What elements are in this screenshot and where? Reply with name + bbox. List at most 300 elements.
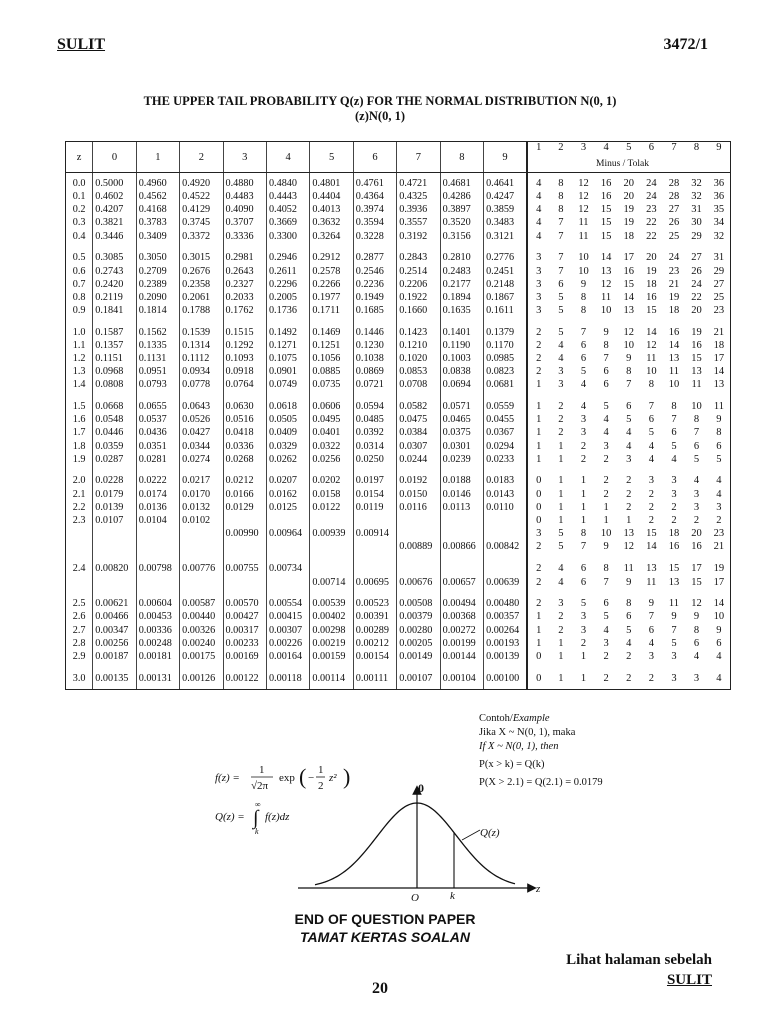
q-value [484,527,527,540]
q-value [180,540,223,558]
q-value: 0.2810 [440,247,483,265]
diff-value: 29 [691,230,702,242]
diff-value: 9 [708,623,731,636]
diff-value: 22 [646,230,657,242]
table-row [66,321,731,339]
q-value: 0.0170 [180,488,223,501]
diff-value: 7 [558,252,564,264]
q-value: 0.00326 [180,623,223,636]
diff-value: 15 [600,230,612,242]
normal-curve [315,803,515,885]
q-value: 0.1685 [353,304,396,322]
diff-value: 11 [668,598,679,610]
q-value: 0.5000 [93,173,136,191]
diff-value: 5 [580,366,587,378]
q-value: 0.2296 [266,278,309,291]
diff-value: 8 [603,339,609,351]
q-value: 0.3264 [310,229,353,247]
z-value: 1.6 [66,413,93,426]
q-value: 0.3409 [136,229,179,247]
diff-value: 3 [671,488,677,500]
q-value: 0.00427 [223,610,266,623]
q-value: 0.1075 [266,352,309,365]
diff-value: 22 [646,217,657,229]
q-value: 0.00842 [484,540,527,558]
diff-value: 7 [603,576,609,588]
q-value: 0.0681 [484,378,527,396]
diff-value: 7 [648,611,654,623]
diff-value: 1 [558,440,564,452]
q-value: 0.00233 [223,637,266,650]
diff-value: 18 [668,305,680,317]
diff-value: 6 [626,611,632,623]
q-value: 0.0143 [484,488,527,501]
q-value: 0.1922 [397,291,440,304]
table-row [66,304,731,322]
diff-value: 7 [580,541,587,553]
table-row [66,352,731,365]
diff-value: 10 [578,252,589,264]
q-value: 0.00164 [266,650,309,668]
q-value: 0.00776 [180,558,223,576]
diff-value: 12 [578,178,589,190]
diff-value: 12 [578,191,589,203]
diff-value: 4 [708,667,731,689]
diff-value: 16 [646,291,657,303]
q-value: 0.3821 [93,216,136,229]
diff-value: 4 [708,470,731,488]
diff-value: 4 [648,440,654,452]
diff-value: 1 [558,501,564,513]
q-value: 0.0582 [397,396,440,414]
diff-value: 2 [558,624,564,636]
diff-value: 4 [527,216,550,229]
diff-value: 13 [623,305,634,317]
diff-value: 5 [558,541,564,553]
table-row [66,264,731,277]
q-value: 0.2611 [266,264,309,277]
q-value: 0.0351 [136,440,179,453]
header-diff-3: 3 [572,142,595,173]
table-row [66,426,731,439]
q-value: 0.4013 [310,203,353,216]
q-value: 0.1190 [440,339,483,352]
title-line-2: (z)N(0, 1) [355,109,405,123]
q-value: 0.0968 [93,365,136,378]
q-value: 0.00107 [397,667,440,689]
integral-upper: ∞ [255,800,261,809]
q-value: 0.0113 [440,501,483,514]
z-value: 0.3 [66,216,93,229]
diff-value: 15 [600,204,612,216]
diff-value: 8 [580,305,587,317]
header-diff-7: 7 [663,142,686,173]
diff-value: 17 [691,562,702,574]
header-col-6: 6 [353,142,396,173]
diff-value: 12 [623,326,634,338]
diff-value: 2 [558,611,564,623]
table-row [66,413,731,426]
q-value: 0.0256 [310,453,353,471]
q-value: 0.1401 [440,321,483,339]
q-value [223,514,266,527]
diff-value: 4 [527,229,550,247]
q-value: 0.00212 [353,637,396,650]
diff-value: 19 [668,291,680,303]
q-value [93,540,136,558]
q-value: 0.0384 [397,426,440,439]
q-value: 0.0207 [266,470,309,488]
diff-value: 11 [646,576,657,588]
diff-value: 31 [708,247,731,265]
diff-value: 10 [668,379,680,391]
q-value: 0.4247 [484,190,527,203]
diff-value: 1 [558,650,564,662]
diff-value: 14 [668,339,680,351]
q-value: 0.2451 [484,264,527,277]
q-value: 0.00820 [93,558,136,576]
diff-value: 7 [626,379,632,391]
table-row [66,540,731,558]
diff-value: 11 [691,379,702,391]
q-value: 0.4562 [136,190,179,203]
diff-value: 8 [671,401,677,413]
q-value: 0.00256 [93,637,136,650]
q-value: 0.1210 [397,339,440,352]
q-value: 0.2946 [266,247,309,265]
q-value: 0.0228 [93,470,136,488]
fz-half-den: 2 [318,780,324,792]
diff-value: 18 [646,278,657,290]
q-value: 0.3483 [484,216,527,229]
header-sulit: SULIT [57,36,106,53]
q-value: 0.4681 [440,173,483,191]
diff-value: 9 [671,611,677,623]
diff-value: 36 [708,190,731,203]
diff-value: 24 [646,191,657,203]
z-value: 0.6 [66,264,93,277]
diff-value: 2 [671,501,677,513]
z-value: 2.7 [66,623,93,636]
q-value: 0.0749 [266,378,309,396]
q-value: 0.0322 [310,440,353,453]
diff-value: 11 [668,366,679,378]
q-value: 0.1562 [136,321,179,339]
q-value: 0.1660 [397,304,440,322]
diff-value: 1 [572,667,595,689]
diff-value: 24 [691,278,702,290]
q-value: 0.00199 [440,637,483,650]
diff-value: 4 [527,173,550,191]
q-value: 0.0158 [310,488,353,501]
q-value: 0.2177 [440,278,483,291]
q-value: 0.2514 [397,264,440,277]
q-value: 0.1867 [484,291,527,304]
q-value: 0.4052 [266,203,309,216]
q-value: 0.3228 [353,229,396,247]
q-value [353,558,396,576]
diff-value: 31 [691,204,702,216]
q-value: 0.00964 [266,527,309,540]
q-value: 0.0239 [440,453,483,471]
diff-value: 8 [603,562,609,574]
diff-value: 3 [671,650,677,662]
q-value [353,540,396,558]
diff-value: 15 [646,528,657,540]
diff-value: 7 [671,624,677,636]
q-value: 0.00554 [266,593,309,611]
header-col-7: 7 [397,142,440,173]
diff-value: 30 [691,217,702,229]
q-value: 0.1335 [136,339,179,352]
fz-numerator: 1 [259,764,265,776]
q-value: 0.00111 [353,667,396,689]
normal-curve-graph [290,780,560,905]
q-value [397,558,440,576]
footer-next-page: Lihat halaman sebelah [566,952,712,968]
diff-value: 11 [623,562,634,574]
q-value: 0.3300 [266,229,309,247]
diff-value: 13 [646,562,657,574]
diff-value: 5 [580,598,587,610]
z-value: 2.5 [66,593,93,611]
q-value [484,558,527,576]
diff-value: 4 [580,401,587,413]
diff-value: 0 [527,650,550,668]
example-heading-en: Example [512,713,550,724]
q-value: 0.0244 [397,453,440,471]
diff-value: 2 [527,352,550,365]
diff-value: 4 [527,190,550,203]
q-value: 0.00539 [310,593,353,611]
diff-value: 6 [580,353,587,365]
q-value: 0.0808 [93,378,136,396]
q-value: 0.1170 [484,339,527,352]
normal-distribution-table [65,141,731,690]
diff-value: 16 [623,265,634,277]
q-value: 0.00914 [353,527,396,540]
q-value: 0.2358 [180,278,223,291]
diff-value: 7 [558,230,564,242]
q-value [484,514,527,527]
diff-value: 20 [691,528,702,540]
diff-value: 5 [558,326,564,338]
diff-value: 14 [646,326,657,338]
svg-text:(: ( [299,764,307,789]
q-value: 0.0329 [266,440,309,453]
diff-value: 1 [580,650,587,662]
table-row [66,339,731,352]
q-value: 0.00755 [223,558,266,576]
diff-value: 2 [640,667,663,689]
q-value: 0.00169 [223,650,266,668]
header-col-3: 3 [223,142,266,173]
diff-value: 1 [558,453,564,465]
diff-value: 2 [693,515,700,526]
diff-value: 1 [580,475,587,487]
q-value: 0.1151 [93,352,136,365]
title-line-1: THE UPPER TAIL PROBABILITY Q(z) FOR THE NORMAL DISTRIBUTION N(0, 1) [143,94,617,108]
diff-value: 2 [626,501,632,513]
q-value: 0.0655 [136,396,179,414]
q-value: 0.1423 [397,321,440,339]
q-value: 0.3745 [180,216,223,229]
q-value: 0.2483 [440,264,483,277]
diff-value: 3 [603,440,609,452]
diff-value: 16 [600,178,612,190]
diff-value: 28 [668,191,680,203]
z-value: 3.0 [66,667,93,689]
diff-value: 21 [668,278,680,290]
diff-value: 1 [626,515,632,526]
diff-value: 15 [691,353,702,365]
diff-value: 4 [693,475,700,487]
q-value: 0.2743 [93,264,136,277]
diff-value: 1 [527,426,550,439]
q-value: 0.2709 [136,264,179,277]
q-value: 0.2420 [93,278,136,291]
diff-value: 1 [580,488,587,500]
header-paper-code: 3472/1 [663,36,708,53]
k-label: k [450,890,455,902]
diff-value: 19 [646,265,657,277]
q-value [266,514,309,527]
q-value: 0.00866 [440,540,483,558]
qz-pointer [462,830,480,840]
q-value: 0.2676 [180,264,223,277]
q-value: 0.0367 [484,426,527,439]
diff-value: 27 [691,252,702,264]
q-value [310,558,353,576]
q-value [180,527,223,540]
q-value: 0.0392 [353,426,396,439]
diff-value: 14 [623,291,634,303]
diff-value: 2 [580,440,587,452]
q-value [266,575,309,593]
q-value [310,514,353,527]
diff-value: 2 [595,667,618,689]
z-value: 0.5 [66,247,93,265]
q-value: 0.4761 [353,173,396,191]
q-value: 0.0212 [223,470,266,488]
q-value: 0.0188 [440,470,483,488]
table-title [60,94,700,124]
diff-value: 3 [580,624,587,636]
q-value: 0.0735 [310,378,353,396]
diff-value: 32 [691,191,702,203]
z-value: 2.2 [66,501,93,514]
q-value: 0.0418 [223,426,266,439]
diff-value: 20 [623,191,634,203]
table-row [66,173,731,191]
q-value: 0.4920 [180,173,223,191]
q-value: 0.00466 [93,610,136,623]
diff-value: 26 [691,265,702,277]
diff-value: 8 [558,204,564,216]
q-value: 0.3085 [93,247,136,265]
diff-value: 2 [626,488,632,500]
q-value: 0.2148 [484,278,527,291]
diff-value: 6 [626,401,632,413]
diff-value: 4 [527,203,550,216]
q-value: 0.0918 [223,365,266,378]
diff-value: 10 [623,339,634,351]
q-value: 0.0139 [93,501,136,514]
q-value: 0.00289 [353,623,396,636]
q-value: 0.0823 [484,365,527,378]
q-value: 0.00307 [266,623,309,636]
q-value: 0.2912 [310,247,353,265]
page-number: 20 [372,980,388,997]
q-value [136,527,179,540]
diff-value: 4 [558,339,564,351]
fz-minus: − [308,772,315,784]
header-diff-1: 1 [527,142,550,173]
diff-value: 2 [603,650,609,662]
q-value: 0.1251 [310,339,353,352]
header-col-9: 9 [484,142,527,173]
table-row [66,203,731,216]
diff-value: 1 [603,515,609,526]
diff-value: 18 [708,339,731,352]
q-value: 0.0150 [397,488,440,501]
table-body [66,173,731,690]
z-value: 2.0 [66,470,93,488]
q-value: 0.3897 [440,203,483,216]
header-diff-5: 5 [617,142,640,173]
diff-value: 9 [626,576,632,588]
diff-value: 4 [626,427,632,439]
diff-value: 1 [603,501,609,513]
q-value: 0.4129 [180,203,223,216]
q-value: 0.0985 [484,352,527,365]
diff-value: 11 [578,217,589,229]
header-z: z [66,142,93,173]
q-value: 0.1788 [180,304,223,322]
q-value [310,540,353,558]
table-row [66,623,731,636]
q-value: 0.0375 [440,426,483,439]
diff-value: 2 [580,453,587,465]
q-value: 0.3557 [397,216,440,229]
q-value [93,527,136,540]
q-value: 0.00889 [397,540,440,558]
diff-value: 3 [558,366,564,378]
diff-value: 12 [646,339,657,351]
q-value: 0.00126 [180,667,223,689]
diff-value: 16 [668,541,680,553]
integral-lower: k [255,827,259,836]
q-value: 0.0132 [180,501,223,514]
q-value [440,514,483,527]
diff-value: 6 [648,414,654,426]
q-value: 0.2578 [310,264,353,277]
diff-value: 7 [603,353,609,365]
q-value: 0.0197 [353,470,396,488]
q-value: 0.3936 [397,203,440,216]
q-value: 0.4840 [266,173,309,191]
diff-value: 4 [648,453,654,465]
diff-value: 3 [685,667,708,689]
diff-value: 5 [648,427,654,439]
q-value: 0.1587 [93,321,136,339]
diff-value: 13 [668,576,680,588]
q-value: 0.2776 [484,247,527,265]
q-value: 0.1762 [223,304,266,322]
diff-value: 2 [527,558,550,576]
q-value: 0.00298 [310,623,353,636]
q-value: 0.0606 [310,396,353,414]
